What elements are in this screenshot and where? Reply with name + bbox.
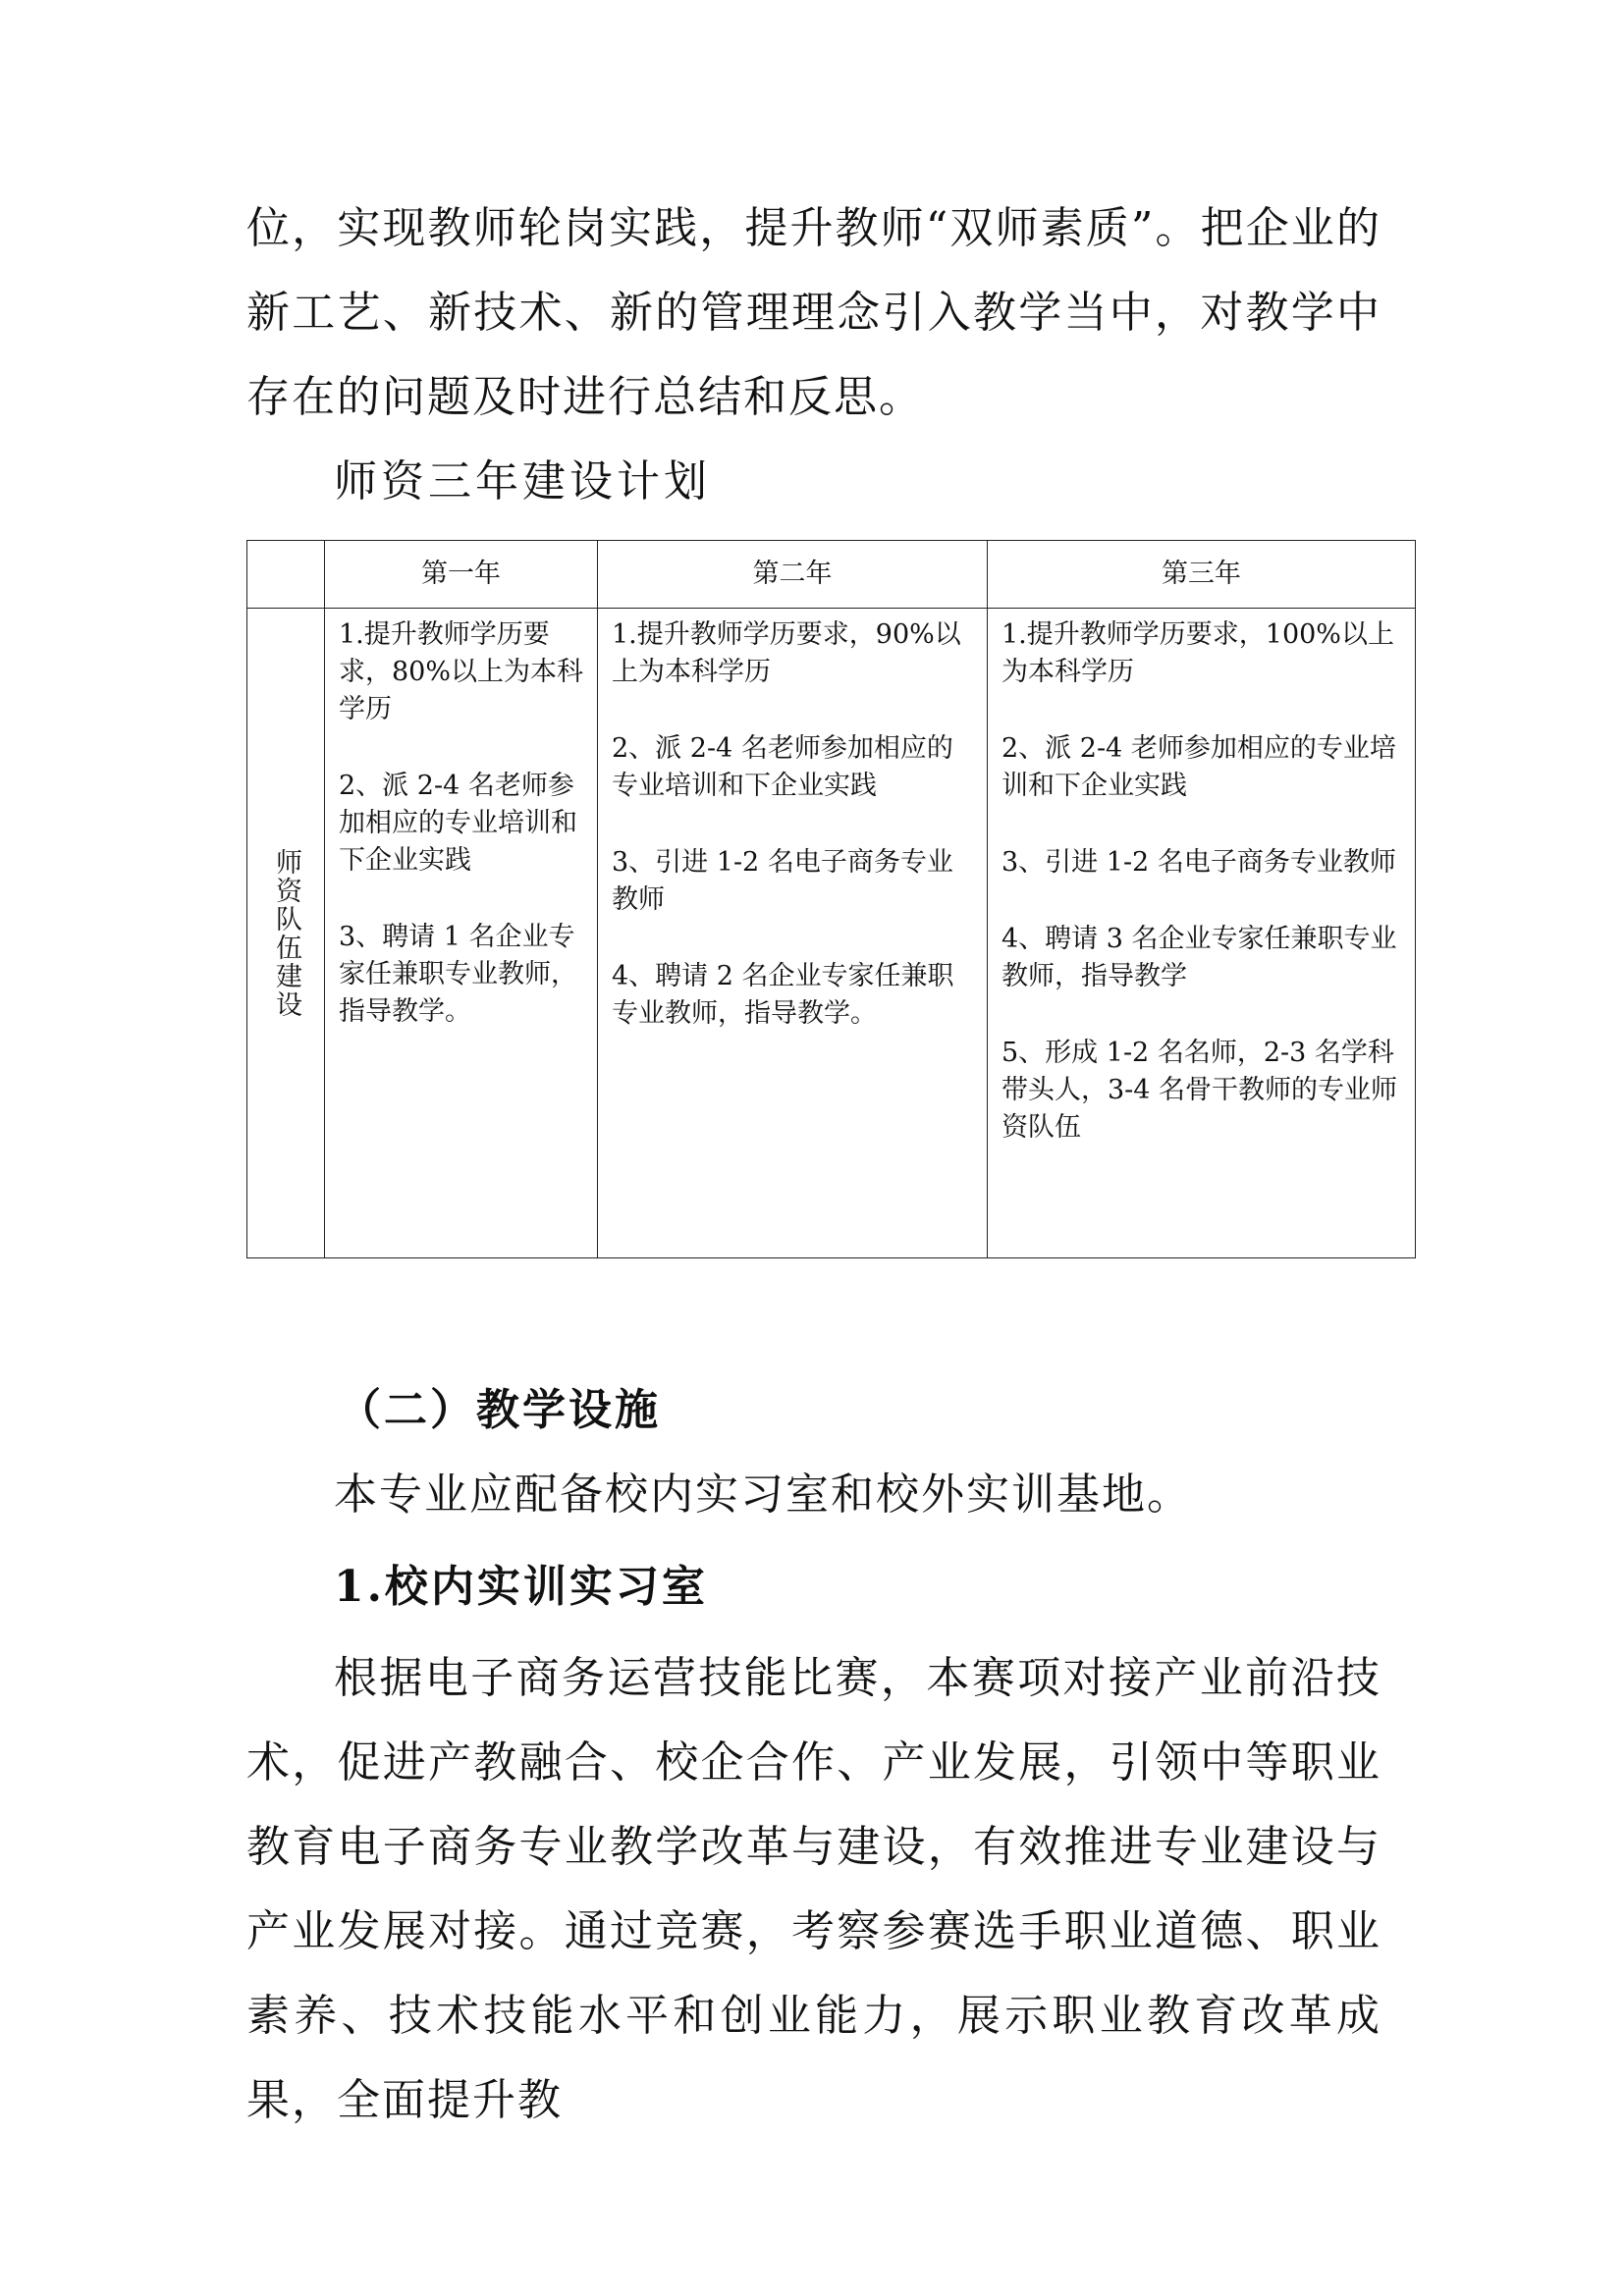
year3-item: 4、聘请 3 名企业专家任兼职专业教师，指导教学 [1001, 924, 1397, 991]
year1-item: 2、派 2-4 名老师参加相应的专业培训和下企业实践 [339, 771, 577, 876]
col-header-year2: 第二年 [598, 541, 988, 609]
table-caption: 师资三年建设计划 [334, 456, 711, 507]
table-corner-cell [247, 541, 325, 609]
row-header-label: 师资队伍建设 [271, 847, 301, 1019]
year3-item: 3、引进 1-2 名电子商务专业教师 [1001, 847, 1396, 878]
intro-paragraph: 位，实现教师轮岗实践，提升教师“双师素质”。把企业的新工艺、新技术、新的管理理念引入教学当中，对教学中存在的问题及时进行总结和反思。 [246, 203, 1381, 422]
year2-item: 3、引进 1-2 名电子商务专业教师 [612, 847, 953, 915]
section-paragraph: 本专业应配备校内实习室和校外实训基地。 [334, 1469, 1192, 1520]
body-paragraph: 根据电子商务运营技能比赛，本赛项对接产业前沿技术，促进产教融合、校企合作、产业发展，引领中等职业教育电子商务专业教学改革与建设，有效推进专业建设与产业发展对接。通过竞赛，考察参赛选手职业道德、职业素养、技术技能水平和创业能力，展示职业教育改革成果，全面提升教 [246, 1653, 1381, 2125]
year2-item: 4、聘请 2 名企业专家任兼职专业教师，指导教学。 [612, 961, 954, 1029]
table-header-row [247, 541, 1416, 609]
row-header-cell [247, 609, 325, 1258]
col-header-year1: 第一年 [325, 541, 598, 609]
year2-cell [598, 609, 988, 1258]
section-heading: （二）教学设施 [338, 1385, 661, 1435]
year2-item: 2、派 2-4 名老师参加相应的专业培训和下企业实践 [612, 733, 953, 801]
subsection-heading: 1.校内实训实习室 [334, 1562, 708, 1612]
table-row [247, 609, 1416, 1258]
year3-item: 1.提升教师学历要求，100%以上为本科学历 [1001, 619, 1394, 687]
year1-item: 1.提升教师学历要求，80%以上为本科学历 [339, 619, 584, 724]
col-header-year3: 第三年 [988, 541, 1416, 609]
year2-item: 1.提升教师学历要求，90%以上为本科学历 [612, 619, 961, 687]
year3-item: 5、形成 1-2 名名师，2-3 名学科带头人，3-4 名骨干教师的专业师资队伍 [1001, 1038, 1398, 1143]
year3-item: 2、派 2-4 老师参加相应的专业培训和下企业实践 [1001, 733, 1396, 801]
year1-item: 3、聘请 1 名企业专家任兼职专业教师，指导教学。 [339, 922, 577, 1027]
year1-cell [325, 609, 598, 1258]
teacher-plan-table [246, 540, 1416, 1258]
year3-cell [988, 609, 1416, 1258]
